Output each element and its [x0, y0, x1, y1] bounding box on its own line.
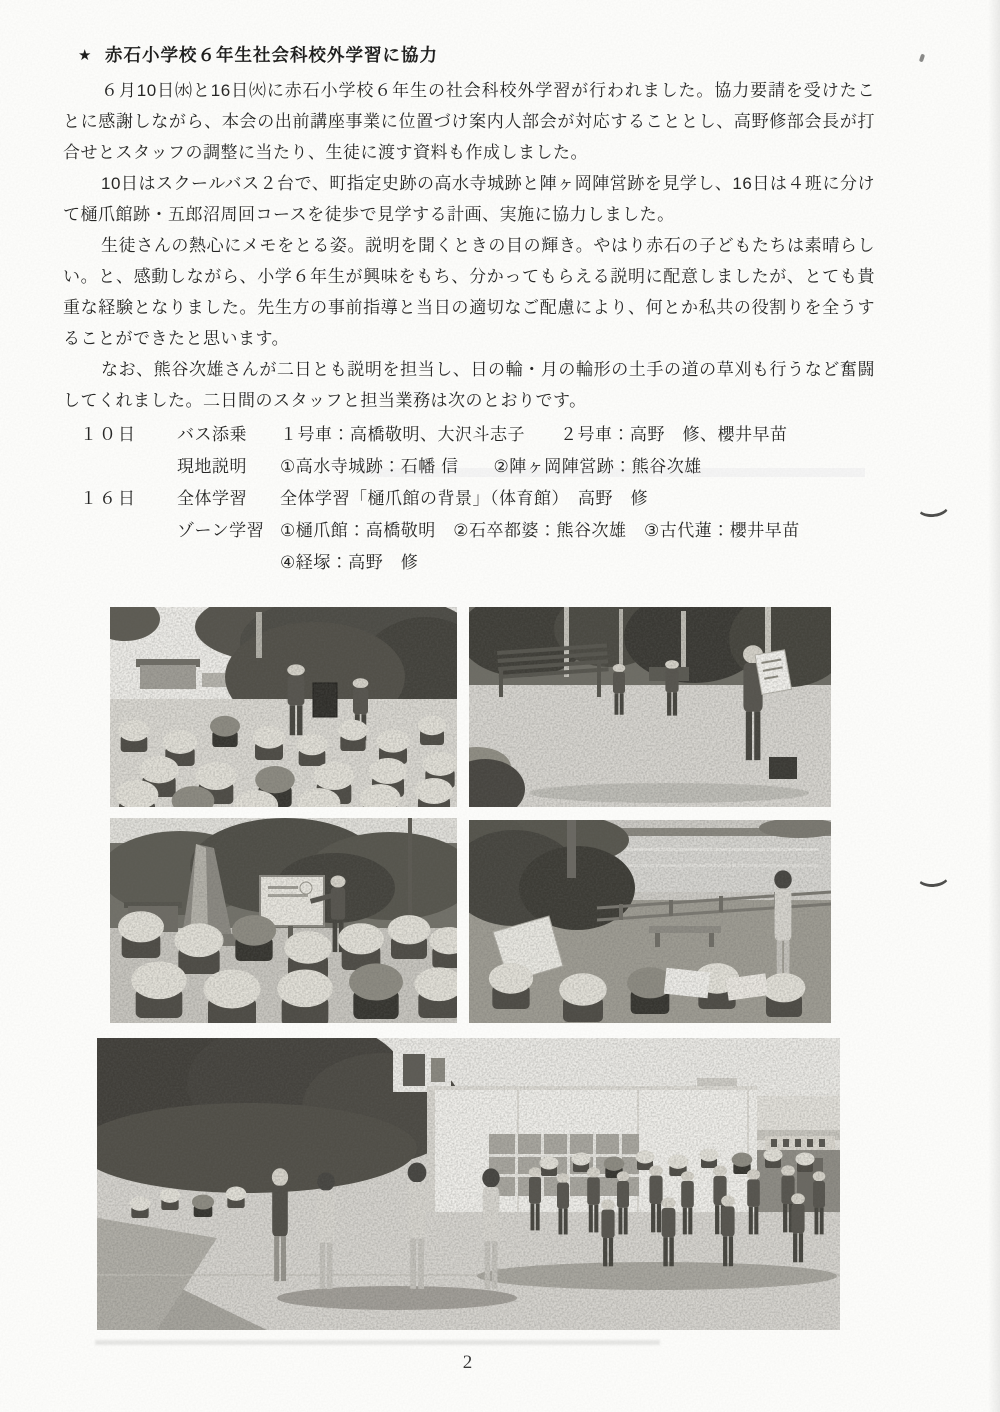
staff-row — [80, 419, 875, 451]
scan-speck — [919, 54, 925, 63]
staff-date — [80, 515, 177, 547]
staff-detail: 全体学習「樋爪館の背景」（体育館） 高野 修 — [280, 489, 648, 508]
paragraph-3: 生徒さんの熱心にメモをとる姿。説明を聞くときの目の輝き。やはり赤石の子どもたちは素晴らしい。と、感動しながら、小学６年生が興味をもち、分かってもらえる説明に配意しましたが、とても貴重な経験となりました。先生方の事前指導と当日の適切なご配慮により、何とか私共の役割りを全うすることができたと思います。 — [63, 236, 875, 348]
staff-row — [80, 515, 875, 547]
star-bullet-icon: ★ — [78, 47, 92, 64]
scan-edge-shadow — [988, 0, 1000, 1412]
staff-role: 現地説明 — [177, 457, 247, 476]
staff-row — [80, 483, 875, 515]
article — [63, 40, 875, 579]
staff-role: 全体学習 — [177, 489, 247, 508]
staff-row — [80, 547, 875, 579]
photo-guides-explaining-to-seated-kids — [110, 607, 457, 807]
scan-smudge — [95, 1340, 660, 1345]
staff-date: １６日 — [80, 489, 137, 508]
staff-role: バス添乗 — [177, 425, 247, 444]
paragraph-4: なお、熊谷次雄さんが二日とも説明を担当し、日の輪・月の輪形の土手の道の草刈も行うなど奮闘してくれました。二日間のスタッフと担当業務は次のとおりです。 — [63, 360, 875, 410]
photo-group-assembly-plaza-building — [97, 1038, 840, 1330]
staff-date — [80, 451, 177, 483]
paragraph-1: ６月10日㈬と16日㈫に赤石小学校６年生の社会科校外学習が行われました。協力要請を受けたことに感謝しながら、本会の出前講座事業に位置づけ案内人部会が対応することとし、高野修部会長が打合せとスタッフの調整に当たり、生徒に渡す資料も作成しました。 — [63, 81, 875, 162]
photo-kids-at-display-board-monument — [110, 818, 457, 1023]
punch-hole-shadow — [915, 863, 951, 888]
staff-role — [177, 547, 280, 579]
staff-assignment-list — [63, 419, 875, 579]
article-heading — [78, 40, 875, 71]
page-number: 2 — [462, 1352, 473, 1373]
staff-date: １０日 — [80, 425, 137, 444]
staff-role: ゾーン学習 — [177, 521, 265, 540]
article-title: 赤石小学校６年生社会科校外学習に協力 — [104, 45, 438, 65]
staff-date — [80, 547, 177, 579]
staff-detail: １号車：高橋敬明、大沢斗志子 ２号車：高野 修、櫻井早苗 — [280, 425, 788, 444]
staff-detail: ①高水寺城跡：石幡 信 ②陣ヶ岡陣営跡：熊谷次雄 — [280, 457, 702, 476]
staff-detail: ①樋爪館：高橋敬明 ②石卒都婆：熊谷次雄 ③古代蓮：櫻井早苗 — [280, 521, 800, 540]
paragraph-2: 10日はスクールバス２台で、町指定史跡の高水寺城跡と陣ヶ岡陣営跡を見学し、16日は４班に分けて樋爪館跡・五郎沼周回コースを徒歩で見学する計画、実施に協力しました。 — [63, 174, 875, 224]
punch-hole-shadow — [915, 492, 951, 518]
scan-smudge — [360, 468, 865, 477]
staff-detail: ④経塚：高野 修 — [280, 553, 419, 572]
photo-guide-holding-sign-gravel-yard — [469, 607, 831, 807]
photo-kids-seated-by-pond-guide — [469, 820, 831, 1023]
staff-row — [80, 451, 875, 483]
